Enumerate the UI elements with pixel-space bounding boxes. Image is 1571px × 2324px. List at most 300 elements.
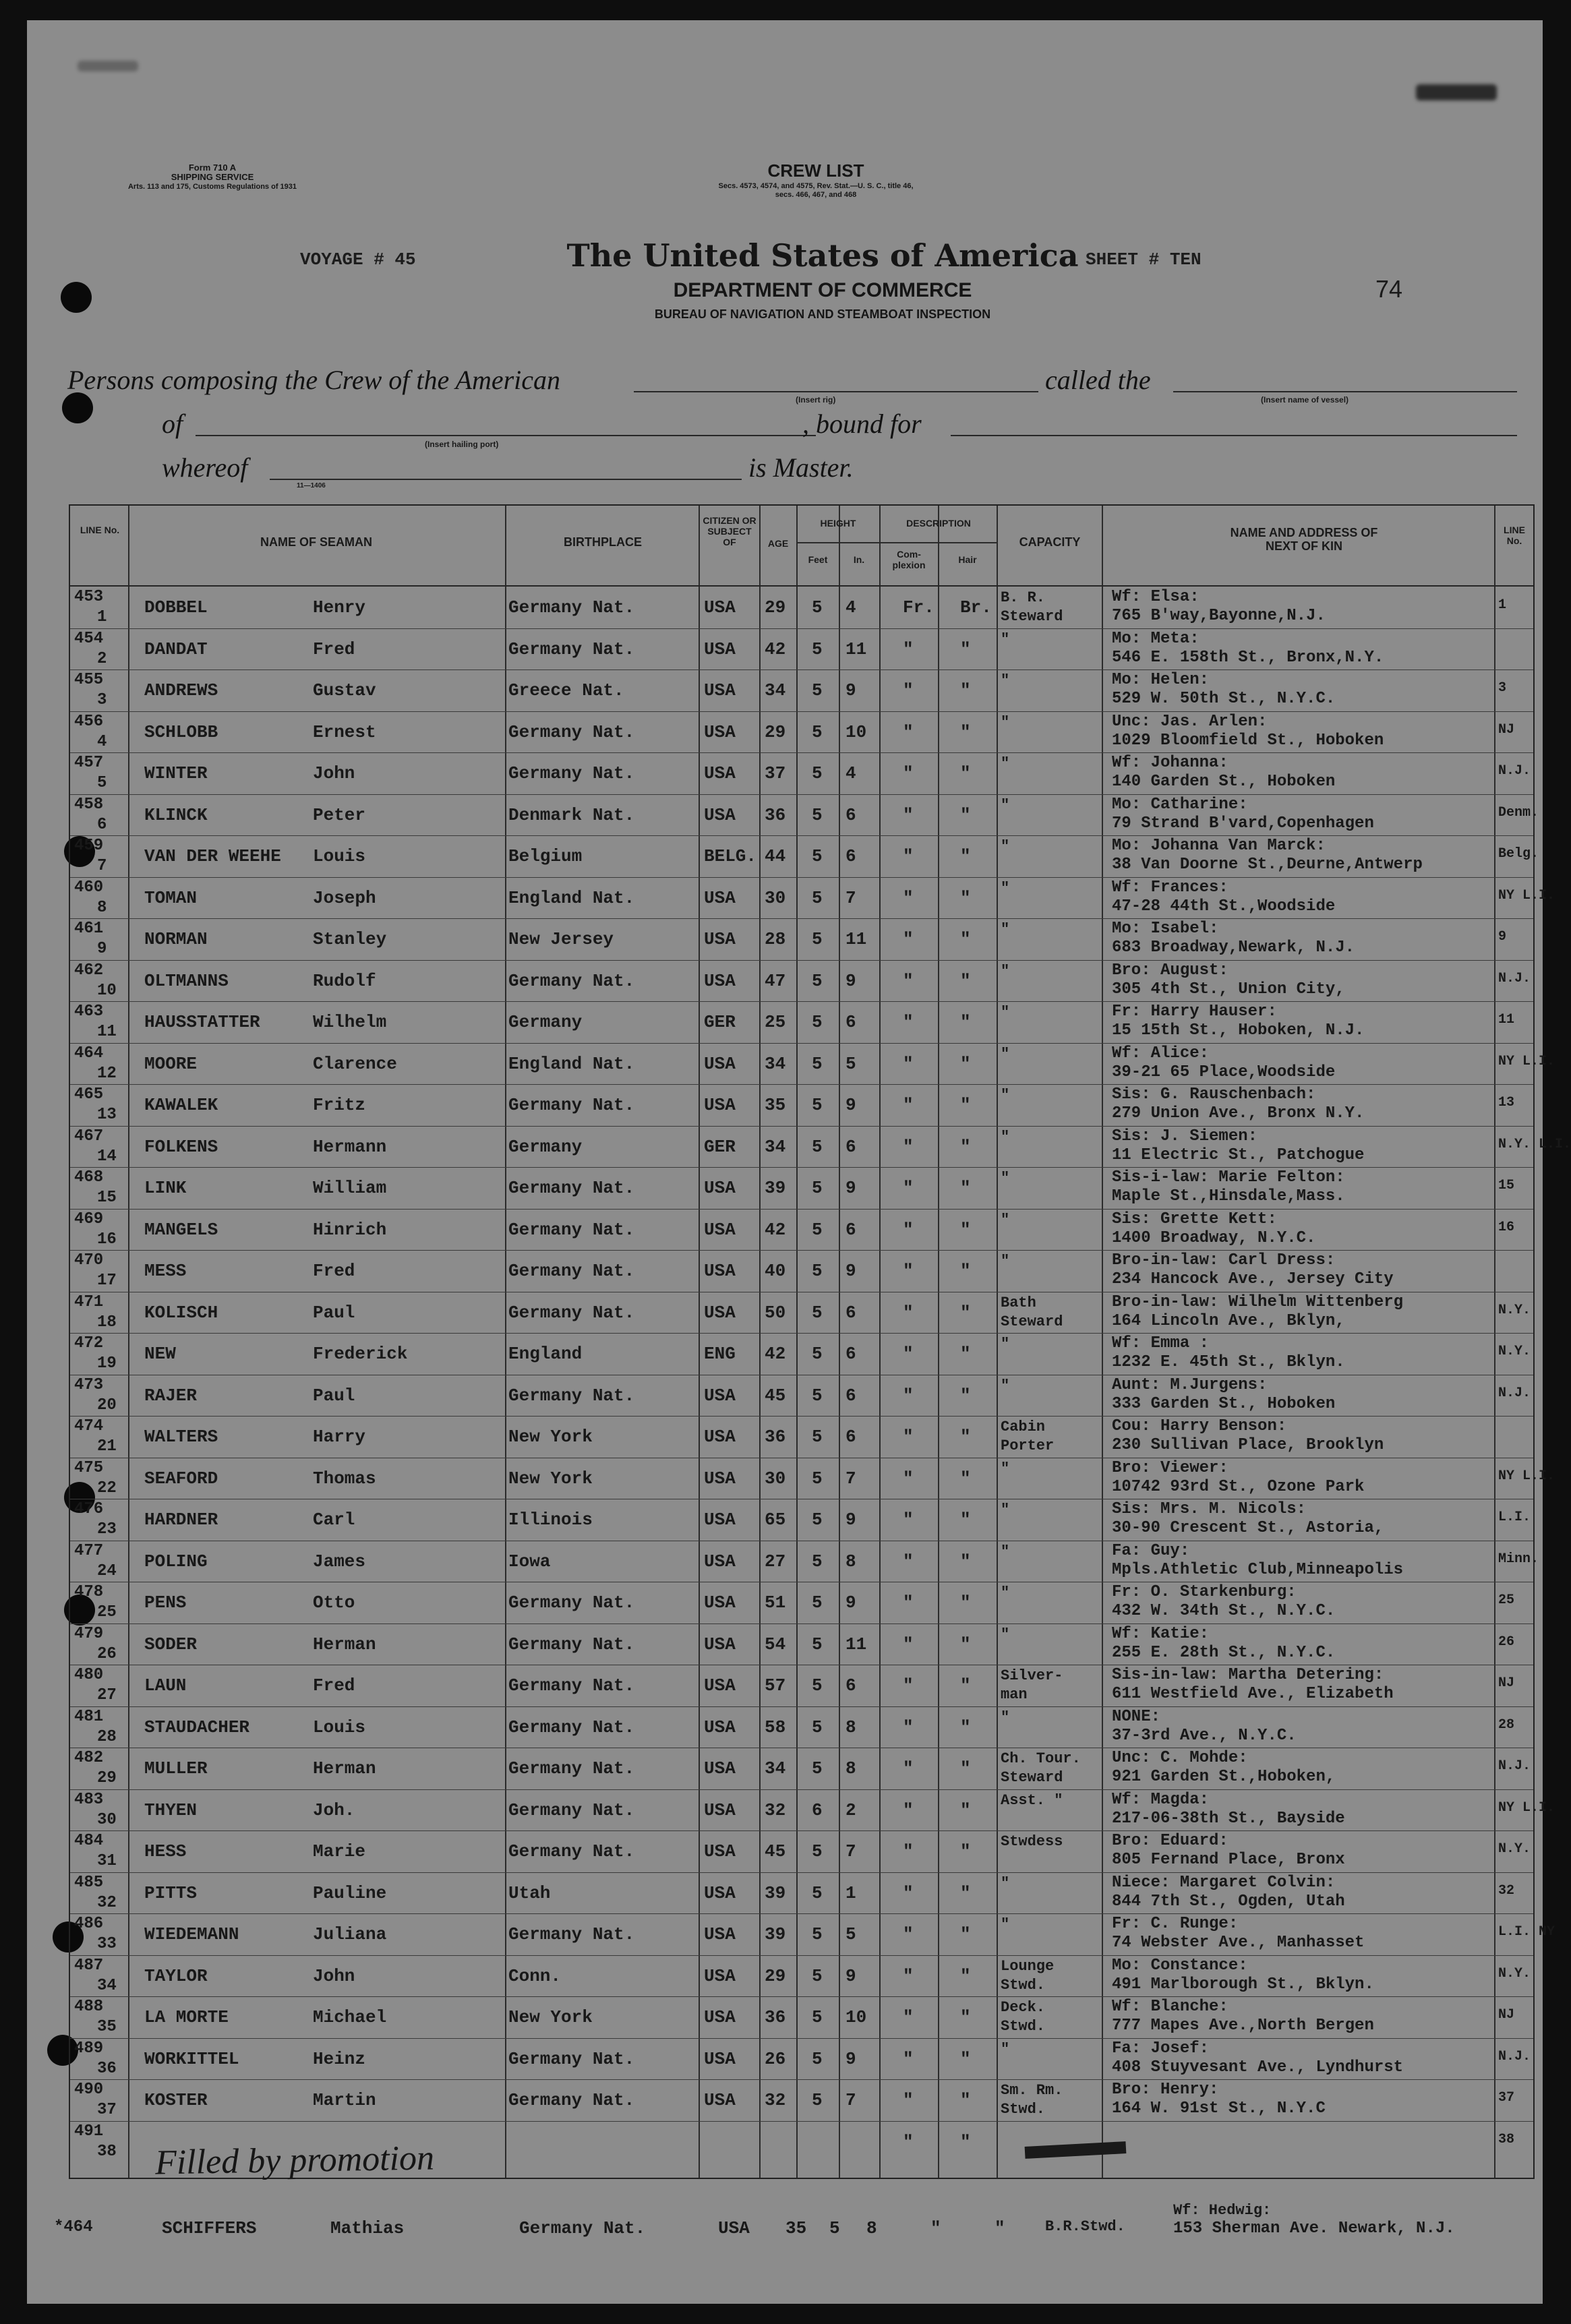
complexion: " [903,804,914,825]
seaman-surname: PITTS [144,1882,198,1903]
complexion: " [903,1344,914,1364]
seaman-given-name: Stanley [313,929,387,949]
capacity-line-2: Stwd. [1001,2101,1046,2118]
seaman-surname: MANGELS [144,1219,218,1240]
complexion: " [903,1799,914,1820]
capacity-line-1: " [1001,1211,1010,1228]
table-row [70,1582,1533,1623]
seaman-surname: WALTERS [144,1427,218,1447]
hair: " [960,846,971,866]
seq-number: 457 [74,754,104,772]
hair: " [960,2131,971,2152]
complexion: " [903,2048,914,2069]
line-number-right: L.I. NY [1498,1924,1555,1940]
next-of-kin-address: 230 Sullivan Place, Brooklyn [1112,1436,1384,1454]
line-number: 12 [97,1064,117,1083]
seaman-surname: OLTMANNS [144,970,229,991]
line-number: 17 [97,1272,117,1290]
birthplace: Germany Nat. [508,1095,635,1115]
seaman-given-name: Hinrich [313,1219,387,1240]
citizenship: USA [704,1219,736,1240]
is-master-text: is Master. [748,452,854,483]
seaman-given-name: Paul [313,1302,355,1323]
seaman-given-name: Wilhelm [313,1012,387,1032]
height-inches: 4 [846,763,856,783]
birthplace: Germany [508,1136,583,1157]
citizenship: USA [704,804,736,825]
next-of-kin-address: 1232 E. 45th St., Bklyn. [1112,1353,1345,1371]
seaman-given-name: Pauline [313,1882,387,1903]
height-inches: 7 [846,2090,856,2110]
line-number: 16 [97,1230,117,1249]
age: 32 [765,2090,786,2110]
seq-number: 467 [74,1127,104,1145]
birthplace: Germany Nat. [508,1178,635,1198]
height-inches: 10 [846,2007,867,2027]
next-of-kin-address: 74 Webster Ave., Manhasset [1112,1934,1365,1952]
seaman-surname: HARDNER [144,1510,218,1530]
capacity-line-2: Stwd. [1001,1976,1046,1994]
next-of-kin-name: Fa: Guy: [1112,1541,1190,1560]
capacity-line-2: Steward [1001,1313,1063,1330]
line-number-right: Belg. [1498,846,1539,862]
complexion: " [903,1717,914,1737]
age: 42 [765,638,786,659]
birthplace: Illinois [508,1510,593,1530]
col-name-of-seaman: NAME OF SEAMAN [260,535,372,549]
birthplace: New York [508,2007,593,2027]
age: 29 [765,721,786,742]
seaman-given-name: Ernest [313,721,376,742]
col-age: AGE [767,538,789,549]
form-service: SHIPPING SERVICE [171,172,254,182]
line-number-right: NJ [1498,2007,1515,2023]
height-inches: 9 [846,1261,856,1281]
age: 50 [765,1302,786,1323]
hair: " [960,1219,971,1240]
height-inches: 9 [846,680,856,701]
seaman-surname: LA MORTE [144,2007,229,2027]
seq-number: 455 [74,671,104,689]
next-of-kin-name: Bro: Eduard: [1112,1832,1228,1850]
height-feet: 5 [812,1592,823,1613]
complexion: " [903,2007,914,2027]
line-number-right: N.J. [1498,763,1531,779]
line-number: 22 [97,1479,117,1497]
line-number-right: 25 [1498,1592,1515,1608]
height-feet: 5 [812,1012,823,1032]
height-inches: 7 [846,887,856,908]
complexion: " [903,887,914,908]
seq-number: 475 [74,1458,104,1477]
hair: " [960,1385,971,1406]
next-of-kin-address: 805 Fernand Place, Bronx [1112,1851,1345,1869]
height-inches: 6 [846,1344,856,1364]
next-of-kin-name: Unc: Jas. Arlen: [1112,712,1268,731]
height-inches: 8 [846,1758,856,1779]
height-feet: 5 [812,763,823,783]
hair: " [960,1675,971,1696]
seaman-given-name: Carl [313,1510,355,1530]
capacity-line-1: " [1001,1916,1010,1933]
capacity-line-1: B. R. [1001,589,1046,606]
seaman-surname: RAJER [144,1385,198,1406]
height-inches: 8 [846,1551,856,1572]
seq-number: 476 [74,1500,104,1518]
citizenship: USA [704,763,736,783]
complexion: " [903,846,914,866]
birthplace: Germany Nat. [508,1717,635,1737]
table-row [70,2038,1533,2080]
next-of-kin-name: Aunt: M.Jurgens: [1112,1375,1268,1394]
sheet-number: SHEET # TEN [1086,249,1202,270]
citizenship: ENG [704,1344,736,1364]
seq-number: 486 [74,1915,104,1933]
col-inches: In. [853,554,865,565]
capacity-line-1: " [1001,1501,1010,1518]
citizenship: USA [704,680,736,701]
next-of-kin-name: Bro-in-law: Carl Dress: [1112,1251,1336,1270]
seaman-surname: KOSTER [144,2090,208,2110]
citizenship: USA [704,1095,736,1115]
next-of-kin-name: Fr: Harry Hauser: [1112,1003,1277,1021]
table-row [70,1416,1533,1458]
birthplace: Germany Nat. [508,1675,635,1696]
seaman-given-name: James [313,1551,366,1572]
hair: " [960,1799,971,1820]
col-hair: Hair [958,554,977,565]
complexion: " [903,1758,914,1779]
birthplace: Utah [508,1882,551,1903]
seaman-surname: SCHLOBB [144,721,218,742]
next-of-kin-name: Mo: Johanna Van Marck: [1112,837,1326,855]
height-feet: 5 [812,680,823,701]
line-number-right: N.J. [1498,1758,1531,1774]
form-info [84,163,340,191]
capacity-line-1: Ch. Tour. [1001,1750,1081,1767]
seaman-surname: THYEN [144,1799,198,1820]
seaman-surname: TOMAN [144,887,198,908]
table-row [70,752,1533,794]
capacity-line-1: " [1001,796,1010,814]
seq-number: 470 [74,1251,104,1270]
next-of-kin-name: Wf: Katie: [1112,1624,1210,1643]
seaman-given-name: Juliana [313,1924,387,1944]
citizenship: USA [704,887,736,908]
seq-number: 490 [74,2081,104,2099]
seaman-surname: KOLISCH [144,1302,218,1323]
next-of-kin-name: Wf: Elsa: [1112,588,1199,606]
age: 58 [765,1717,786,1737]
line-number: 7 [97,857,107,875]
birthplace: Germany Nat. [508,2048,635,2069]
capacity-line-1: " [1001,755,1010,772]
seaman-given-name: John [313,763,355,783]
birthplace: England Nat. [508,887,635,908]
whereof-text: whereof [162,452,248,483]
next-of-kin-address: 611 Westfield Ave., Elizabeth [1112,1685,1394,1703]
height-feet: 5 [812,1758,823,1779]
hair: " [960,1095,971,1115]
birthplace: Germany Nat. [508,1385,635,1406]
seq-number: 484 [74,1832,104,1850]
insert-rig-hint: (Insert rig) [796,395,836,405]
capacity-line-2: Steward [1001,608,1063,625]
seaman-given-name: Otto [313,1592,355,1613]
seq-number: 462 [74,961,104,980]
next-of-kin-address: 546 E. 158th St., Bronx,N.Y. [1112,648,1384,667]
voyage-number: VOYAGE # 45 [300,249,416,270]
line-number: 38 [97,2142,117,2161]
next-of-kin-name: Wf: Johanna: [1112,754,1228,772]
seaman-surname: MESS [144,1261,187,1281]
age: 65 [765,1510,786,1530]
seaman-given-name: William [313,1178,387,1198]
line-number-right: 38 [1498,2131,1515,2147]
line-number-right: N.Y. [1498,1302,1531,1318]
birthplace: Germany Nat. [508,1841,635,1861]
birthplace: Germany Nat. [508,970,635,991]
table-row [70,1872,1533,1914]
age: 42 [765,1219,786,1240]
line-number-right: N.J. [1498,1385,1531,1401]
next-of-kin-address: 305 4th St., Union City, [1112,980,1345,999]
seaman-surname: LINK [144,1178,187,1198]
age: 34 [765,1758,786,1779]
citizenship: BELG. [704,846,757,866]
next-of-kin-address: 30-90 Crescent St., Astoria, [1112,1519,1384,1537]
extra-inches: 8 [866,2218,877,2238]
age: 35 [765,1095,786,1115]
line-number-right: 26 [1498,1634,1515,1650]
line-number-right: N.Y. L.I. [1498,1136,1571,1152]
col-height: HEIGHT [820,518,856,529]
seaman-surname: PENS [144,1592,187,1613]
hair: " [960,1302,971,1323]
next-of-kin-address: 234 Hancock Ave., Jersey City [1112,1270,1394,1288]
hair: " [960,721,971,742]
citizenship: USA [704,1427,736,1447]
seaman-surname: HESS [144,1841,187,1861]
seaman-surname: SODER [144,1634,198,1655]
capacity-line-1: Lounge [1001,1957,1055,1975]
height-inches: 2 [846,1799,856,1820]
seaman-surname: KAWALEK [144,1095,218,1115]
citizenship: USA [704,2007,736,2027]
citizenship: USA [704,638,736,659]
line-number: 33 [97,1935,117,1953]
next-of-kin-address: 529 W. 50th St., N.Y.C. [1112,690,1336,708]
table-row [70,835,1539,877]
seaman-given-name: Herman [313,1634,376,1655]
next-of-kin-name: Cou: Harry Benson: [1112,1417,1287,1435]
next-of-kin-address: 1400 Broadway, N.Y.C. [1112,1228,1316,1247]
height-feet: 5 [812,1468,823,1489]
next-of-kin-name: Unc: C. Mohde: [1112,1749,1248,1767]
line-number: 24 [97,1561,117,1580]
seq-number: 469 [74,1210,104,1228]
line-number-right: N.Y. [1498,1344,1531,1359]
line-number: 23 [97,1520,117,1539]
extra-kin-name: Wf: Hedwig: [1173,2202,1272,2219]
next-of-kin-address: 164 W. 91st St., N.Y.C [1112,2099,1326,2118]
next-of-kin-name: Fa: Josef: [1112,2039,1210,2058]
age: 25 [765,1012,786,1032]
seq-number: 488 [74,1998,104,2016]
line-number: 36 [97,2059,117,2078]
citizenship: USA [704,929,736,949]
next-of-kin-name: Sis: J. Siemen: [1112,1127,1258,1145]
complexion: " [903,970,914,991]
seaman-given-name: Harry [313,1427,366,1447]
next-of-kin-address: 37-3rd Ave., N.Y.C. [1112,1726,1297,1745]
extra-birthplace: Germany Nat. [519,2218,646,2238]
capacity-line-1: Silver- [1001,1667,1063,1684]
complexion: " [903,1675,914,1696]
next-of-kin-address: 408 Stuyvesant Ave., Lyndhurst [1112,2058,1404,2077]
citizenship: USA [704,1799,736,1820]
appended-crew-row [54,2202,1537,2252]
pencil-note: Filled by promotion [154,2139,435,2182]
capacity-line-1: " [1001,1377,1010,1394]
table-row [70,2079,1533,2121]
age: 39 [765,1882,786,1903]
height-inches: 9 [846,1178,856,1198]
seaman-given-name: Hermann [313,1136,387,1157]
citizenship: USA [704,1675,736,1696]
line-number-right: Denm. [1498,804,1539,821]
next-of-kin-name: Sis-i-law: Marie Felton: [1112,1168,1345,1187]
complexion: " [903,680,914,701]
next-of-kin-name: Mo: Helen: [1112,671,1210,689]
capacity-line-2: Stwd. [1001,2018,1046,2035]
print-code: 11—1406 [297,482,326,489]
table-row [70,1043,1555,1085]
seq-number: 456 [74,712,104,731]
birthplace: Greece Nat. [508,680,624,701]
hair: " [960,1551,971,1572]
line-number: 37 [97,2101,117,2119]
line-number: 1 [97,608,107,626]
seq-number: 482 [74,1749,104,1767]
line-number-right: 16 [1498,1219,1515,1235]
next-of-kin-name: Wf: Frances: [1112,878,1228,897]
capacity-line-1: " [1001,1004,1010,1021]
seq-number: 491 [74,2122,104,2141]
complexion: " [903,1219,914,1240]
age: 36 [765,804,786,825]
seq-number: 472 [74,1334,104,1352]
extra-seq: *464 [54,2218,93,2236]
height-inches: 7 [846,1841,856,1861]
table-row [70,1996,1533,2038]
line-number: 30 [97,1810,117,1829]
line-number-right: NY L.I. [1498,1468,1555,1484]
next-of-kin-name: Sis: Grette Kett: [1112,1210,1277,1228]
seaman-given-name: Michael [313,2007,387,2027]
seaman-surname: WORKITTEL [144,2048,239,2069]
of-text: of [162,409,183,439]
seaman-given-name: Joh. [313,1799,355,1820]
seq-number: 471 [74,1292,104,1311]
next-of-kin-name: Mo: Meta: [1112,629,1199,648]
complexion: " [903,1385,914,1406]
line-number-right: 37 [1498,2090,1515,2106]
hair: " [960,804,971,825]
col-next-of-kin: NAME AND ADDRESS OF NEXT OF KIN [1230,526,1378,553]
height-feet: 5 [812,721,823,742]
complexion: " [903,1302,914,1323]
height-feet: 5 [812,1053,823,1074]
table-row [70,1333,1533,1375]
country-title: The United States of America [566,237,1079,274]
height-inches: 11 [846,638,867,659]
hair: " [960,1427,971,1447]
citizenship: USA [704,1510,736,1530]
next-of-kin-name: Sis: Mrs. M. Nicols: [1112,1500,1307,1518]
age: 39 [765,1924,786,1944]
next-of-kin-address: 844 7th St., Ogden, Utah [1112,1892,1345,1911]
capacity-line-1: " [1001,1708,1010,1726]
age: 30 [765,1468,786,1489]
capacity-line-1: Cabin [1001,1419,1046,1435]
hair: " [960,2048,971,2069]
age: 32 [765,1799,786,1820]
hair: " [960,2007,971,2027]
line-number-right: L.I. [1498,1510,1531,1525]
next-of-kin-address: Mpls.Athletic Club,Minneapolis [1112,1560,1404,1579]
age: 36 [765,1427,786,1447]
hair: Br. [960,597,992,618]
next-of-kin-address: 491 Marlborough St., Bklyn. [1112,1975,1374,1994]
extra-age: 35 [786,2218,807,2238]
next-of-kin-address: 38 Van Doorne St.,Deurne,Antwerp [1112,856,1423,874]
line-number-right: NY L.I. [1498,887,1555,903]
seaman-surname: STAUDACHER [144,1717,250,1737]
capacity-line-2: man [1001,1686,1028,1703]
birthplace: New Jersey [508,929,614,949]
line-number: 34 [97,1976,117,1995]
master-line [270,479,742,480]
table-row [70,1167,1533,1209]
table-row [70,877,1555,919]
seq-number: 465 [74,1085,104,1104]
line-number: 25 [97,1603,117,1621]
height-feet: 5 [812,1385,823,1406]
crew-intro-text: Persons composing the Crew of the American [67,365,561,395]
citizenship: USA [704,597,736,618]
bureau-name: BUREAU OF NAVIGATION AND STEAMBOAT INSPECTION [654,307,991,321]
extra-hair: " [995,2218,1005,2238]
next-of-kin-name: Sis: G. Rauschenbach: [1112,1085,1316,1104]
seq-number: 489 [74,2039,104,2058]
complexion: " [903,929,914,949]
table-row [70,1789,1555,1831]
birthplace: Germany [508,1012,583,1032]
seaman-given-name: Clarence [313,1053,397,1074]
complexion: " [903,1841,914,1861]
crew-table [69,504,1571,2179]
bound-for-text: , bound for [802,409,922,439]
height-inches: 9 [846,1510,856,1530]
seq-number: 479 [74,1624,104,1643]
next-of-kin-address: 11 Electric St., Patchogue [1112,1145,1365,1164]
height-feet: 5 [812,1882,823,1903]
height-inches: 9 [846,2048,856,2069]
seaman-surname: NEW [144,1344,176,1364]
birthplace: England Nat. [508,1053,635,1074]
punch-hole [61,282,92,313]
